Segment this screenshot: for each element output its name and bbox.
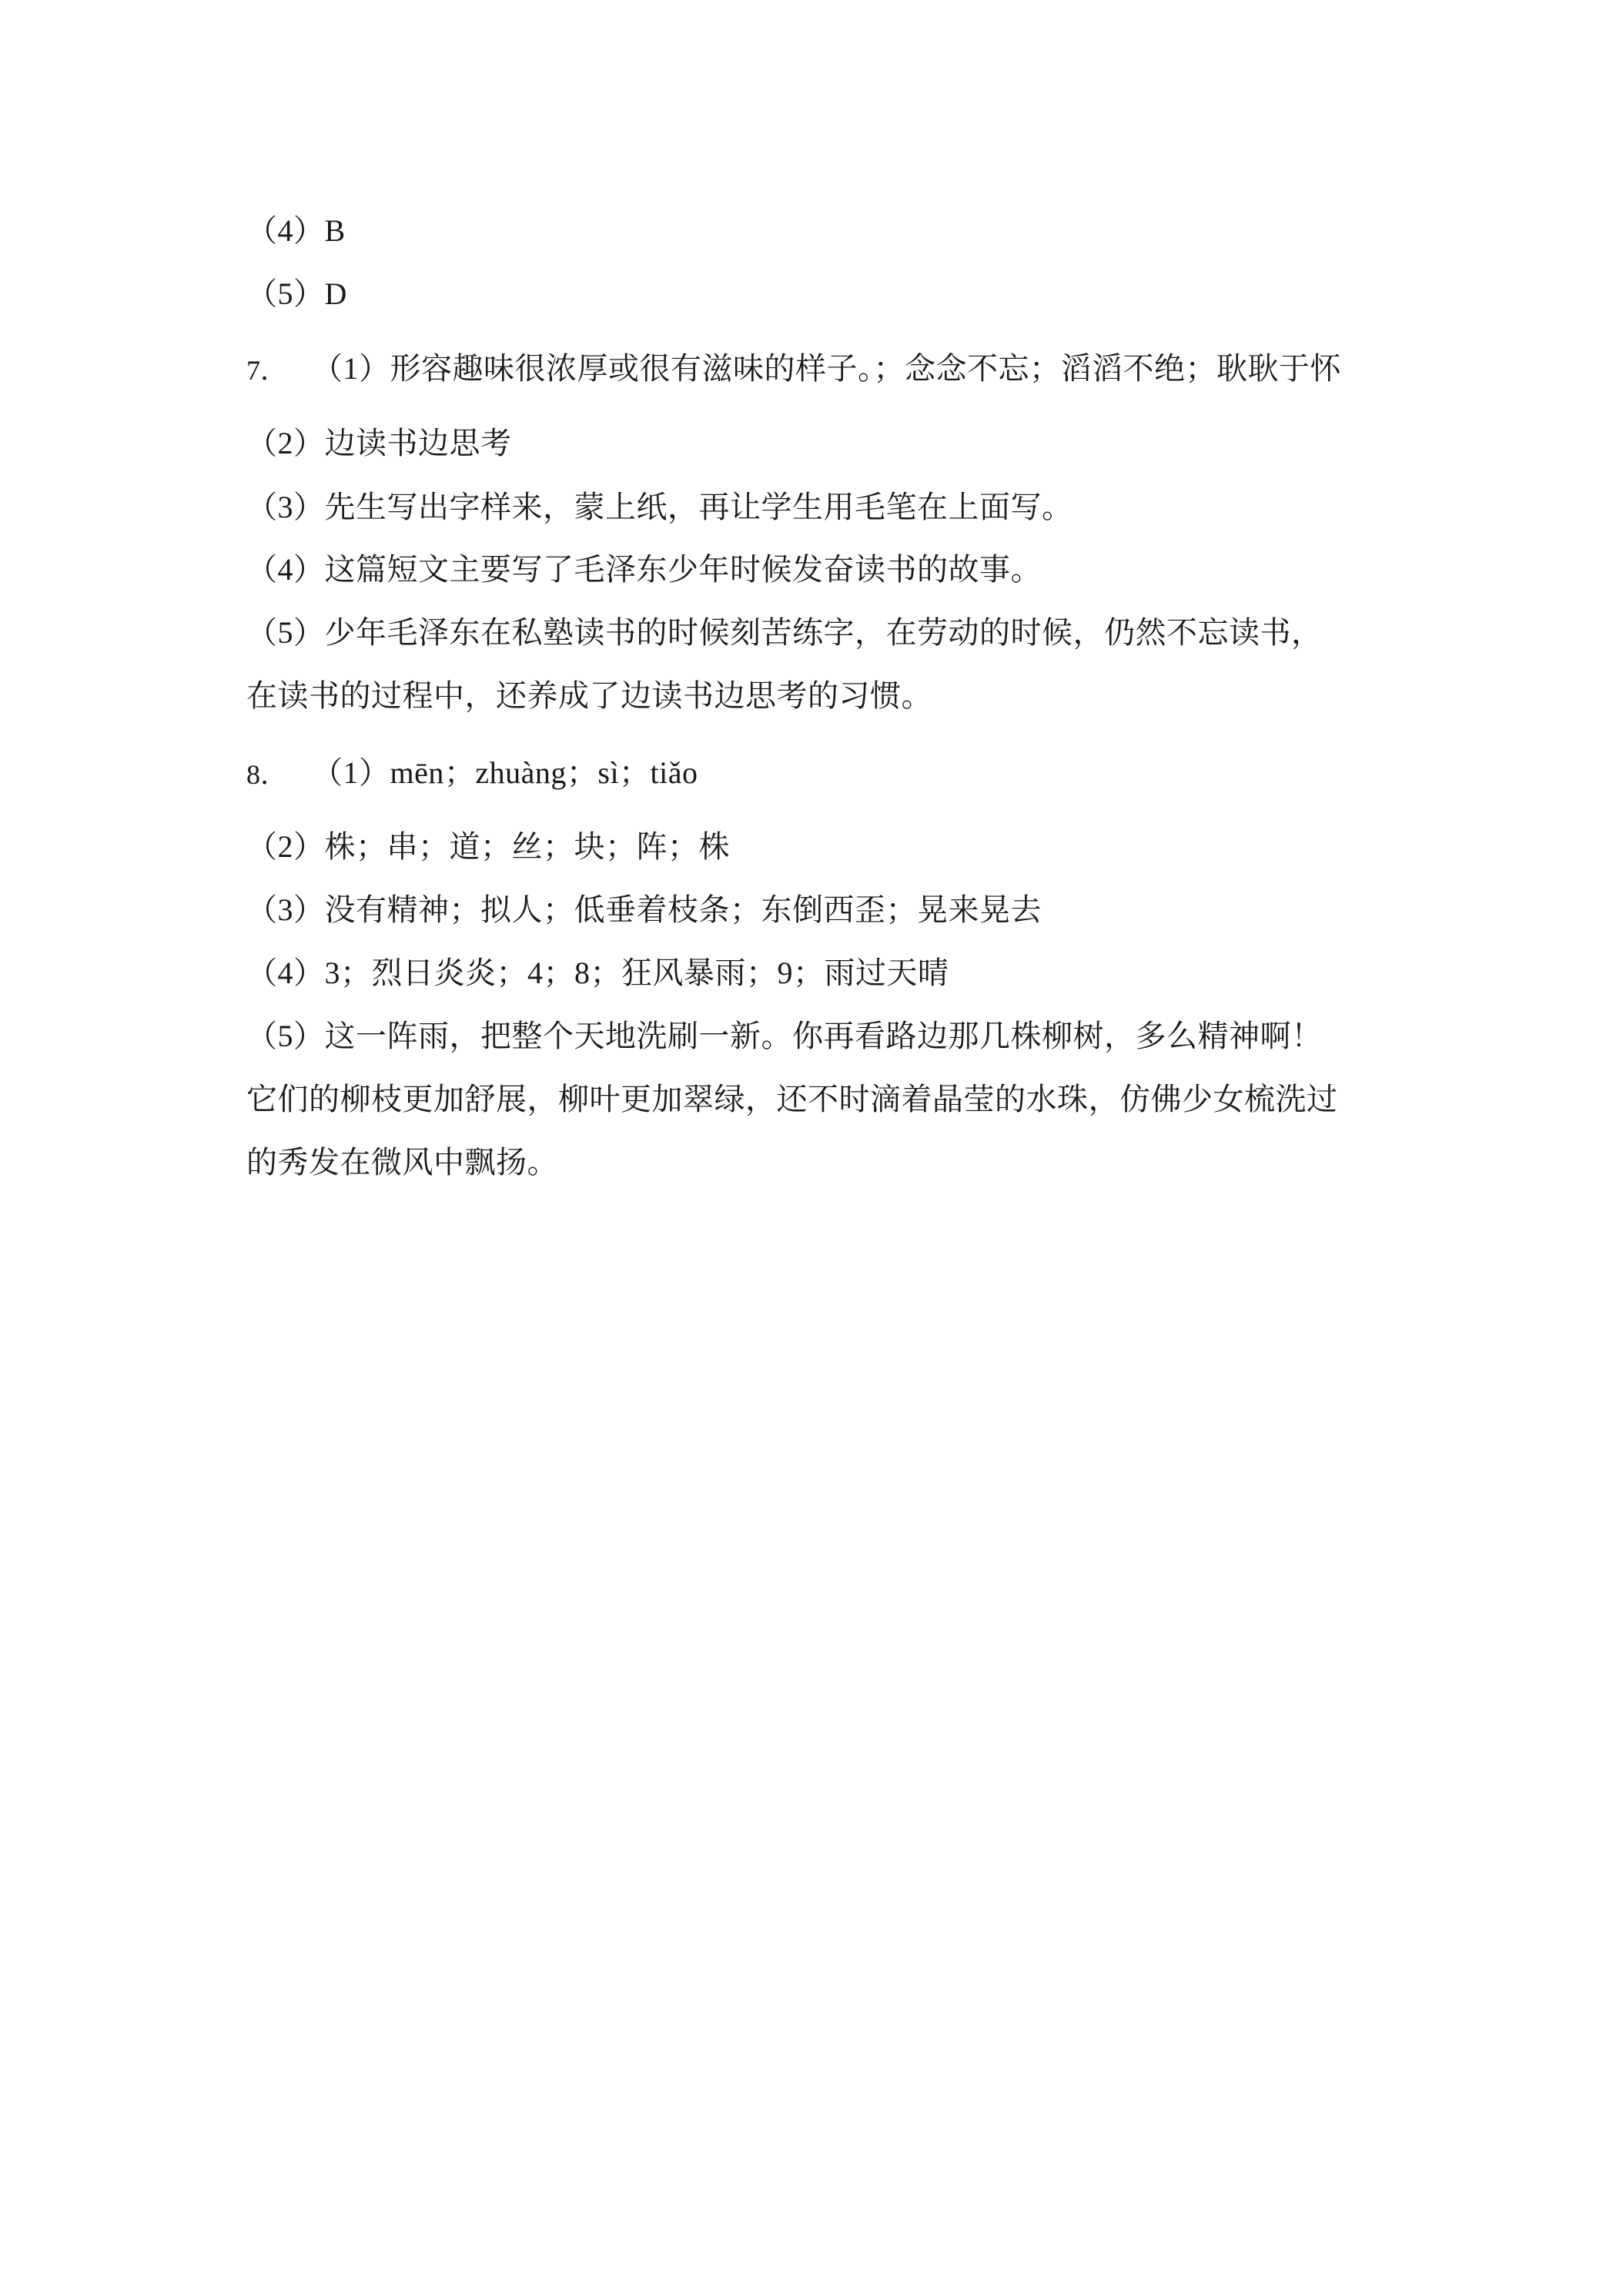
q8-answer-5-line3: 的秀发在微风中飘扬。 [246,1145,558,1180]
q7-answer-1: （1）形容趣味很浓厚或很有滋味的样子。；念念不忘；滔滔不绝；耿耿于怀 [312,351,1341,386]
q8-number: 8． [246,759,289,790]
q7-answer-2: （2）边读书边思考 [246,426,512,460]
q8-answer-4: （4）3；烈日炎炎；4；8；狂风暴雨；9；雨过天晴 [246,956,949,990]
q7-answer-5-line2: 在读书的过程中，还养成了边读书边思考的习惯。 [246,678,932,713]
q8-answer-5-line1: （5）这一阵雨，把整个天地洗刷一新。你再看路边那几株柳树，多么精神啊！ [246,1019,1323,1053]
q8-answer-3: （3）没有精神；拟人；低垂着枝条；东倒西歪；晃来晃去 [246,892,1042,927]
q6-answer-4: （4）B [246,213,346,248]
q8-answer-5-line2: 它们的柳枝更加舒展，柳叶更加翠绿，还不时滴着晶莹的水珠，仿佛少女梳洗过 [246,1082,1338,1116]
q7-answer-3: （3）先生写出字样来，蒙上纸，再让学生用毛笔在上面写。 [246,490,1073,524]
q6-answer-5: （5）D [246,276,347,311]
q8-answer-2: （2）株；串；道；丝；块；阵；株 [246,829,730,864]
q7-answer-4: （4）这篇短文主要写了毛泽东少年时候发奋读书的故事。 [246,552,1042,587]
q7-number: 7． [246,355,289,386]
q8-answer-1: （1）mēn；zhuàng；sì；tiǎo [312,755,698,790]
q7-answer-5-line1: （5）少年毛泽东在私塾读书的时候刻苦练字，在劳动的时候，仍然不忘读书， [246,615,1323,650]
